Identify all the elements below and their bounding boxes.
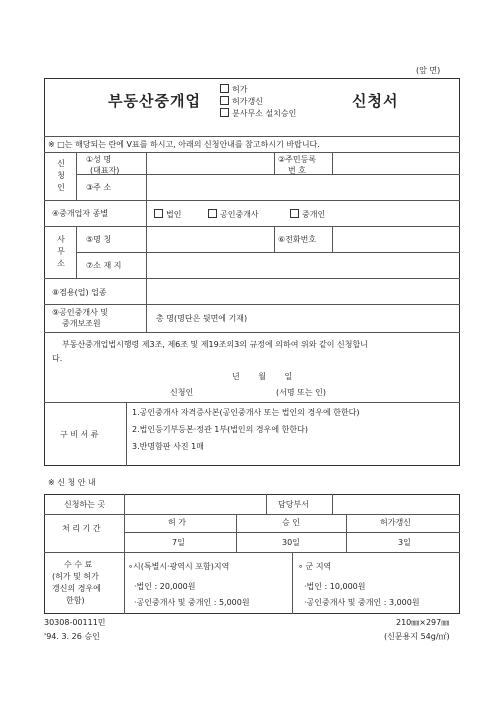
checkbox-icon (154, 209, 163, 218)
page-side-label: (앞 면) (416, 66, 441, 75)
staff-label: ⑨공인중개사 및 (52, 308, 109, 317)
option-license[interactable]: 허가 (220, 84, 247, 95)
fee-label-sub: 한함) (66, 596, 85, 605)
guide-heading: ※ 신 청 안 내 (48, 478, 96, 487)
type-corporation[interactable]: 법인 (154, 209, 181, 220)
instruction-text: ※ □는 해당되는 란에 V표를 하시고, 아래의 신청안내를 참고하시기 바랍니다. (48, 140, 320, 149)
fee-city-broker: ·공인중개사 및 중개인 : 5,000원 (134, 598, 250, 607)
department-label: 담당부서 (278, 500, 309, 509)
form-title-left: 부동산중개업 (108, 92, 201, 110)
divider (44, 136, 460, 137)
checkbox-icon (220, 84, 229, 93)
application-guide-table (44, 494, 460, 614)
signature-field[interactable]: (서명 또는 인) (276, 388, 326, 397)
name-field[interactable] (148, 154, 272, 172)
documents-label: 구 비 서 류 (60, 430, 99, 439)
processing-period-label: 처 리 기 간 (62, 524, 101, 533)
period-approval-label: 승 인 (282, 518, 300, 527)
document-item: 1.공인중개사 자격증사본(공인중개사 또는 법인의 경우에 한한다) (132, 408, 360, 417)
document-item: 3.반명함판 사진 1매 (132, 442, 204, 451)
period-license-label: 허 가 (168, 518, 186, 527)
type-licensed-broker[interactable]: 공인중개사 (208, 209, 259, 220)
option-branch-approval[interactable]: 분사무소 설치승인 (220, 108, 296, 119)
period-renewal-days: 3일 (398, 538, 411, 547)
period-approval-days: 30일 (282, 538, 300, 547)
phone-field[interactable] (334, 228, 458, 248)
fee-county-broker: ·공인중개사 및 중개인 : 3,000원 (304, 598, 420, 607)
declaration-text-end: 다. (52, 354, 63, 363)
fee-label-sub: (허가 및 허가 (52, 572, 99, 581)
fee-county-title: ∘ 군 지역 (298, 562, 332, 571)
concurrent-business-label: ⑧겸용(업) 업종 (52, 288, 107, 297)
business-type-label: ④중개업자 종별 (52, 209, 109, 218)
declaration-text: 부동산중개업법시행령 제3조, 제6조 및 제19조의3의 규정에 의하여 위와 같이 신청합니 (62, 340, 368, 349)
phone-label: ⑥전화번호 (278, 235, 317, 244)
rrn-label: ②주민등록 (278, 155, 317, 164)
office-location-field[interactable] (148, 254, 458, 276)
checkbox-icon (220, 96, 229, 105)
type-broker[interactable]: 중개인 (290, 209, 325, 220)
fee-city-title: ∘시(특별시·광역시 포함)지역 (128, 562, 230, 571)
name-label: ①성 명 (86, 155, 112, 164)
address-field[interactable] (148, 176, 458, 198)
staff-label-sub: 중개보조원 (62, 319, 101, 328)
concurrent-business-field[interactable] (148, 280, 458, 302)
period-license-days: 7일 (172, 538, 185, 547)
checkbox-icon (208, 209, 217, 218)
fee-county-corp: ·법인 : 10,000원 (304, 582, 366, 591)
rrn-sub-label: 번 호 (288, 166, 306, 175)
checkbox-icon (290, 209, 299, 218)
office-location-label: ⑦소 재 지 (86, 261, 122, 270)
period-renewal-label: 허가갱신 (380, 518, 411, 527)
fee-label: 수 수 료 (64, 560, 93, 569)
staff-count-value[interactable]: 총 명(명단은 뒷면에 기재) (156, 314, 248, 323)
form-title-right: 신청서 (352, 92, 399, 110)
address-label: ③주 소 (86, 183, 112, 192)
applicant-signature-label: 신청인 (170, 388, 194, 397)
office-name-label: ⑤명 칭 (86, 235, 112, 244)
divider (44, 152, 460, 153)
application-date[interactable]: 년 월 일 (232, 372, 293, 381)
paper-type: (신문용지 54g/㎡) (384, 632, 450, 641)
checkbox-icon (220, 108, 229, 117)
applicant-side-label: 신 청 인 (57, 159, 65, 192)
approval-date: '94. 3. 26 승인 (44, 632, 100, 641)
name-sub-label: (대표자) (90, 166, 120, 175)
place-label: 신청하는 곳 (64, 500, 106, 509)
office-side-label: 사 무 소 (57, 235, 65, 268)
rrn-field[interactable] (334, 154, 458, 172)
paper-size: 210㎜×297㎜ (396, 618, 450, 627)
fee-label-sub: 갱신의 경우에 (52, 584, 101, 593)
form-code: 30308-00111민 (44, 618, 106, 627)
office-name-field[interactable] (148, 228, 272, 248)
fee-city-corp: ·법인 : 20,000원 (134, 582, 196, 591)
option-renewal[interactable]: 허가갱신 (220, 96, 263, 107)
document-item: 2.법인등기부등본·정관 1부(법인의 경우에 한한다) (132, 425, 308, 434)
